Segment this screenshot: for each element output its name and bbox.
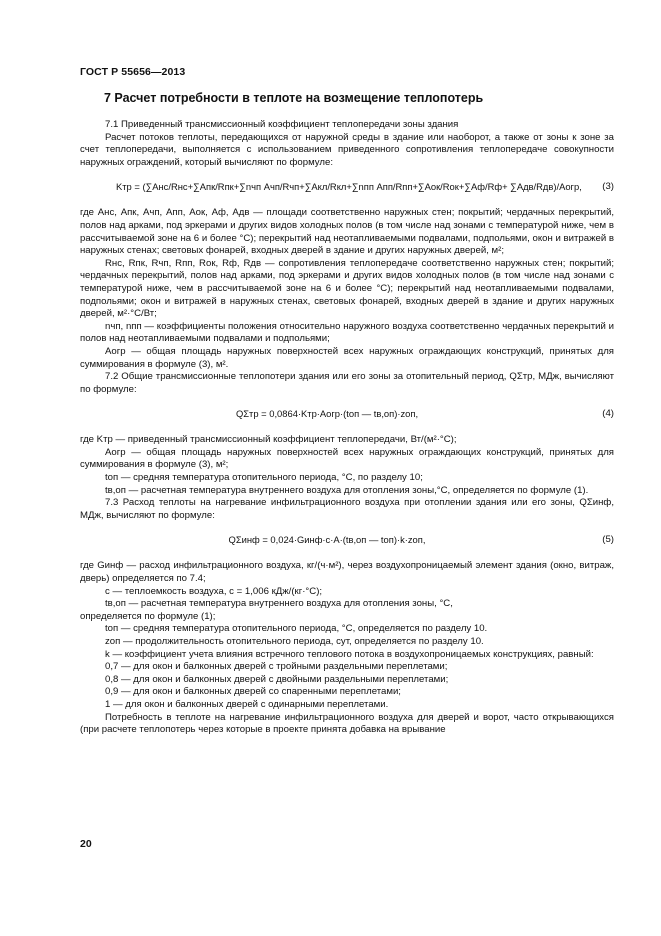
formula-expression: QΣинф = 0,024·Gинф·c·A·(tв,оп — tоп)·k·zоп, [228, 534, 426, 546]
formula-expression: QΣтр = 0,0864·Kтр·Aогр·(tоп — tв,оп)·zоп, [235, 408, 419, 420]
section-title: 7 Расчет потребности в теплоте на возмещение теплопотерь [104, 91, 484, 105]
paragraph: k — коэффициент учета влияния встречного теплового потока в воздухопроницаемых конструкциях, равный: [105, 648, 594, 660]
formula-number: (4) [602, 408, 614, 420]
formula-3 [80, 176, 614, 200]
paragraph: c — теплоемкость воздуха, c = 1,006 кДж/(кг·°C); [105, 585, 323, 597]
subsection-heading: 7.1 Приведенный трансмиссионный коэффициент теплопередачи зоны здания [105, 119, 459, 130]
paragraph: Rнс, Rпк, Rчп, Rпп, Rок, Rф, Rдв — сопротивления теплопередаче соответственно наружных стен; покрытий; чердачных перекрытий, полов над арками, под эркерами и других видов холодных полов (в том числе над зонами с температурой ниже, чем в рассчитываемой зоне на 6 и более °C); перекрытий над неотапливаемыми подвалами, подпольями; окон и витражей в наружных стенах, световых фонарей, входных дверей в здание и других наружных дверей, м²·°C/Вт; [80, 257, 614, 320]
standard-header: ГОСТ Р 55656—2013 [80, 66, 186, 78]
paragraph: где Aнс, Aпк, Aчп, Aпп, Aок, Aф, Aдв — площади соответственно наружных стен; покрытий; чердачных перекрытий, полов над арками, под эркерами и других видов холодных полов (в том числе над зонами с температурой ниже, чем в рассчитываемой зоне на 6 и более °C); перекрытий над неотапливаемыми подвалами, подпольями, окон и витражей в наружных стенах; световых фонарей, входных дверей в здание и других наружных дверей, м²; [80, 207, 614, 257]
paragraph: tв,оп — расчетная температура внутреннего воздуха для отопления зоны, °C, [105, 598, 453, 610]
formula-number: (3) [602, 181, 614, 193]
list-item: 0,7 — для окон и балконных дверей с тройными раздельными переплетами; [105, 661, 448, 673]
paragraph: где Kтр — приведенный трансмиссионный коэффициент теплопередачи, Вт/(м²·°C); [80, 434, 457, 446]
subsection-paragraph: 7.2 Общие трансмиссионные теплопотери здания или его зоны за отопительный период, QΣтр, МДж, вычисляют по формуле: [80, 371, 614, 395]
paragraph: tоп — средняя температура отопительного периода, °C, по разделу 10; [105, 472, 423, 484]
list-item: 0,8 — для окон и балконных дверей с двойными раздельными переплетами; [105, 673, 449, 685]
paragraph: zоп — продолжительность отопительного периода, сут, определяется по разделу 10. [105, 636, 484, 647]
formula-5 [80, 529, 614, 553]
paragraph: Aогр — общая площадь наружных поверхностей всех наружных ограждающих конструкций, принятых для суммирования в формуле (3), м². [80, 345, 614, 370]
paragraph: nчп, nпп — коэффициенты положения относительно наружного воздуха соответственно чердачных перекрытий и полов над неотапливаемыми подвалами и подпольями; [80, 320, 614, 345]
body-text [80, 119, 614, 737]
list-item: 1 — для окон и балконных дверей с одинарными переплетами. [105, 698, 389, 710]
paragraph: где Gинф — расход инфильтрационного воздуха, кг/(ч·м²), через воздухопроницаемый элемент здания (окно, витраж, дверь) определяется по 7.4; [80, 560, 614, 585]
paragraph: Расчет потоков теплоты, передающихся от наружной среды в здание или наоборот, а также от зоны к зоне за счет теплопередачи, выполняется с использованием приведенного сопротивления теплопередаче совокупности наружных ограждений, который вычисляют по формуле: [80, 131, 614, 168]
paragraph: определяется по формуле (1); [80, 610, 216, 622]
formula-4 [80, 403, 614, 427]
paragraph: Aогр — общая площадь наружных поверхностей всех наружных ограждающих конструкций, принятых для суммирования в формуле (3), м²; [80, 446, 614, 471]
formula-expression: Kтр = (∑Aнс/Rнс+∑Aпк/Rпк+∑nчп Aчп/Rчп+∑Aкл/Rкл+∑nпп Aпп/Rпп+∑Aок/Rок+∑Aф/Rф+ ∑Aдв/Rдв)/Aогр, [116, 181, 582, 193]
paragraph: Потребность в теплоте на нагревание инфильтрационного воздуха для дверей и ворот, часто открывающихся (при расчете теплопотерь через которые в проекте принята добавка на врывание [80, 711, 614, 736]
formula-number: (5) [602, 534, 614, 546]
list-item: 0,9 — для окон и балконных дверей со спаренными переплетами; [105, 686, 401, 698]
paragraph: tоп — средняя температура отопительного периода, °C, определяется по разделу 10. [105, 623, 488, 635]
page-number: 20 [80, 838, 92, 850]
paragraph: tв,оп — расчетная температура внутреннего воздуха для отопления зоны,°C, определяется по формуле (1). [105, 484, 589, 496]
subsection-paragraph: 7.3 Расход теплоты на нагревание инфильтрационного воздуха при отоплении здания или его зоны, QΣинф, МДж, вычисляют по формуле: [80, 497, 614, 521]
